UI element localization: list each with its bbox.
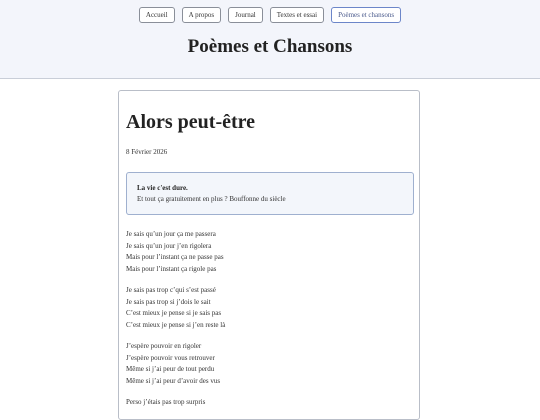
nav-link-journal[interactable]: Journal: [228, 7, 263, 23]
epigraph-text: Et tout ça gratuitement en plus ? Bouffonne du siècle: [137, 195, 286, 203]
stanza: [126, 285, 416, 331]
poem-line: Je sais qu’un jour ça me passera: [126, 230, 216, 238]
post-title: Alors peut-être: [126, 111, 256, 133]
poem-line: C’est mieux je pense si je sais pas: [126, 309, 222, 317]
site-header: [0, 0, 540, 79]
poem-line: Je sais qu’un jour j’en rigolera: [126, 241, 212, 250]
poem-line: J’espère pouvoir en rigoler: [126, 342, 202, 350]
poem-line: Perso j’étais pas trop surpris: [126, 398, 206, 406]
stanza: [126, 341, 416, 387]
poem-line: Même si j’ai peur d’avoir des vus: [126, 376, 221, 385]
nav-link-poemes-et-chansons[interactable]: Poèmes et chansons: [331, 7, 401, 23]
epigraph-box: [126, 172, 414, 215]
nav-link-textes-et-essai[interactable]: Textes et essai: [270, 7, 324, 23]
stanza: [126, 397, 416, 409]
poem-line: C’est mieux je pense si j’en reste là: [126, 320, 226, 329]
post-card: [118, 90, 420, 420]
poem-line: J’espère pouvoir vous retrouver: [126, 353, 215, 362]
site-title: Poèmes et Chansons: [187, 36, 353, 57]
nav-link-accueil[interactable]: Accueil: [139, 7, 175, 23]
poem-line: Même si j’ai peur de tout perdu: [126, 365, 215, 373]
poem-line: Je sais pas trop si j’dois le sait: [126, 297, 211, 306]
nav-link-a-propos[interactable]: A propos: [182, 7, 221, 23]
main-nav: [0, 7, 540, 23]
epigraph-title: La vie c'est dure.: [137, 184, 188, 192]
poem-line: Mais pour l’instant ça ne passe pas: [126, 253, 224, 261]
stanza: [126, 229, 416, 275]
poem-line: Mais pour l’instant ça rigole pas: [126, 264, 217, 273]
poem-line: Je sais pas trop c’qui s’est passé: [126, 286, 216, 294]
poem-body: [126, 229, 416, 419]
post-date: 8 Février 2026: [126, 148, 168, 156]
